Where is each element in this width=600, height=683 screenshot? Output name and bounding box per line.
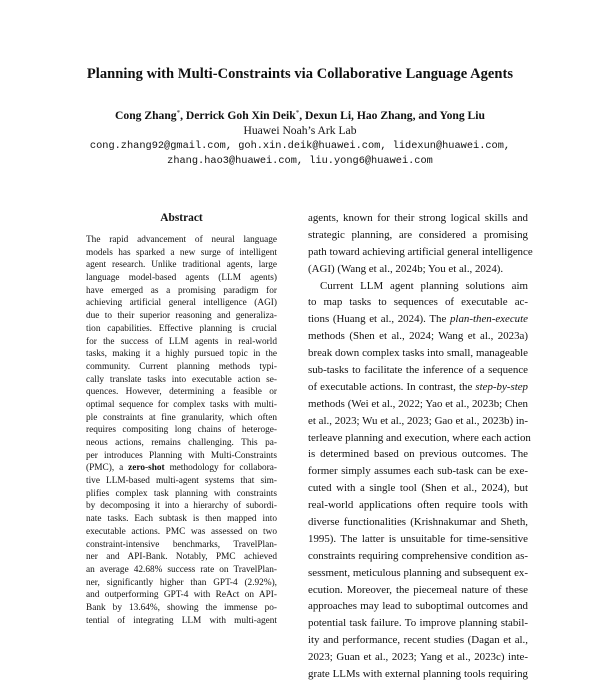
- body-line: (AGI) (Wang et al., 2024b; You et al., 2024).: [308, 262, 504, 275]
- equal-contribution-mark-2: *: [295, 109, 300, 117]
- body-line: sessment, meticulous planning and subsequent ex-: [308, 566, 528, 579]
- abstract-line: tive LLM-based multi-agent systems that sim-: [86, 476, 277, 487]
- equal-contribution-mark-1: *: [176, 109, 181, 117]
- abstract-line: ner, significantly higher than GPT-4 (2.92%),: [86, 577, 277, 588]
- body-line: terleave planning and execution, where each action: [308, 431, 531, 444]
- abstract-line: have emerged as a promising paradigm for: [86, 285, 277, 296]
- body-line: constraints requiring comprehensive condition as-: [308, 549, 528, 562]
- email-block: [0, 139, 600, 169]
- abstract-line: agent research. Unlike traditional agents, large: [86, 260, 277, 271]
- body-line: real-world applications often require tools with: [308, 499, 528, 512]
- body-line: former simply assumes each sub-task can be exe-: [308, 465, 528, 478]
- email-line: zhang.hao3@huawei.com, liu.yong6@huawei.com: [167, 154, 433, 167]
- body-line: is determined based on previous outcomes. The: [308, 448, 528, 461]
- body-line: [308, 379, 528, 396]
- abstract-line: nate tasks. Each subtask is then mapped into: [86, 514, 277, 525]
- abstract-line: per introduces Planning with Multi-Constraints: [86, 450, 277, 461]
- abstract-heading: Abstract: [160, 212, 203, 224]
- abstract-line: requires compositing long chains of heteroge-: [86, 425, 277, 436]
- abstract-line: The rapid advancement of neural language: [86, 235, 277, 245]
- abstract-line: tential of integrating LLM with multi-agent: [86, 615, 277, 626]
- abstract-line: language model-based agents (LLM agents): [86, 273, 277, 284]
- body-line: sub-tasks to facilitate the inference of a sequence: [308, 364, 528, 377]
- abstract-line: tasks, making it a highly pursued topic in the: [86, 349, 277, 360]
- abstract-text: (PMC), a: [86, 463, 129, 474]
- abstract-line: tion capabilities. Effective planning is crucial: [86, 323, 277, 334]
- body-text: tions (Huang et al., 2024). The: [308, 313, 450, 326]
- abstract-line: plifies complex task planning with constraints: [86, 488, 277, 499]
- abstract-line: constraint-intensive benchmarks, TravelPlan-: [86, 539, 277, 550]
- intro-body: [308, 210, 533, 683]
- body-line: strategic planning, are considered a promising: [308, 228, 528, 241]
- abstract-line: quences. However, determining a feasible or: [86, 387, 277, 398]
- abstract-line: neous actions, remains challenging. This pa-: [86, 438, 277, 448]
- body-line: path toward achieving artificial general intelligence: [308, 245, 533, 258]
- body-line: break down complex tasks into small, manageable: [308, 347, 528, 360]
- abstract-line: Bank by 13.64%, showing the immense po-: [86, 602, 277, 613]
- abstract-line: achieving artificial general intelligence (AGI): [86, 298, 277, 309]
- authors-rest: , Dexun Li, Hao Zhang, and Yong Liu: [299, 109, 485, 122]
- abstract-line: community. Current planning methods typi-: [86, 361, 277, 372]
- abstract-line: [86, 462, 277, 475]
- body-line: 1995). The latter is unsuitable for time-sensitive: [308, 532, 528, 545]
- author-1: Cong Zhang: [115, 109, 177, 122]
- body-line: approaches may lead to suboptimal outcomes and: [308, 600, 528, 613]
- author-list: [0, 109, 600, 122]
- abstract-line: executable actions. PMC was assessed on two: [86, 526, 277, 537]
- abstract-line: optimal sequence for complex tasks with multi-: [86, 399, 277, 410]
- paper-title: Planning with Multi-Constraints via Collaborative Language Agents: [86, 66, 514, 82]
- body-line: methods (Wei et al., 2022; Yao et al., 2023b; Chen: [308, 397, 528, 410]
- body-line: potential task failure. To improve planning stabil-: [308, 617, 528, 630]
- abstract-text: methodology for collabora-: [164, 463, 277, 474]
- step-by-step-term: step-by-step: [475, 380, 528, 393]
- email-line: cong.zhang92@gmail.com, goh.xin.deik@huawei.com, lidexun@huawei.com,: [89, 140, 511, 152]
- body-line: Current LLM agent planning solutions aim: [320, 279, 528, 292]
- abstract-line: models has sparked a new surge of intelligent: [86, 247, 277, 258]
- body-line: grate LLMs with external planning tools requiring: [308, 668, 528, 681]
- body-line: ecution. Moreover, the piecemeal nature of these: [308, 583, 528, 596]
- body-line: to map tasks to sequences of executable ac-: [308, 296, 528, 309]
- abstract-line: ple constraints at fine granularity, which often: [86, 412, 277, 423]
- body-line: methods (Shen et al., 2024; Wang et al., 2023a): [308, 330, 528, 343]
- abstract-line: an average 42.68% success rate on TravelPlan-: [86, 564, 277, 575]
- body-line: et al., 2023; Wu et al., 2023; Gao et al., 2023b) in-: [308, 414, 528, 427]
- abstract-line: due to their superior reasoning and generaliza-: [86, 311, 277, 322]
- abstract-body: [86, 234, 277, 627]
- body-text: of executable actions. In contrast, the: [308, 380, 476, 393]
- plan-then-execute-term: plan-then-execute: [449, 313, 528, 326]
- abstract-line: by decomposing it into a hierarchy of subordi-: [86, 501, 277, 512]
- body-line: 2023; Guan et al., 2023; Yang et al., 2023c) inte-: [308, 651, 528, 664]
- abstract-line: ner and API-Bank. Notably, PMC achieved: [86, 552, 277, 563]
- body-line: [308, 311, 528, 328]
- abstract-line: cally translate tasks into executable action se-: [86, 374, 277, 385]
- body-line: ity and performance, recent studies (Dagan et al.,: [308, 634, 528, 647]
- body-line: cuted with a single tool (Shen et al., 2024), but: [308, 482, 528, 495]
- zero-shot-emphasis: zero-shot: [128, 463, 165, 474]
- affiliation: Huawei Noah’s Ark Lab: [243, 124, 357, 137]
- body-line: diverse functionalities (Krishnakumar and Sheth,: [308, 516, 528, 529]
- body-line: agents, known for their strong logical skills and: [308, 212, 528, 224]
- author-2: , Derrick Goh Xin Deik: [180, 109, 296, 122]
- abstract-line: for the success of LLM agents in real-world: [86, 336, 277, 347]
- abstract-line: and outperforming GPT-4 with ReAct on API-: [86, 590, 277, 601]
